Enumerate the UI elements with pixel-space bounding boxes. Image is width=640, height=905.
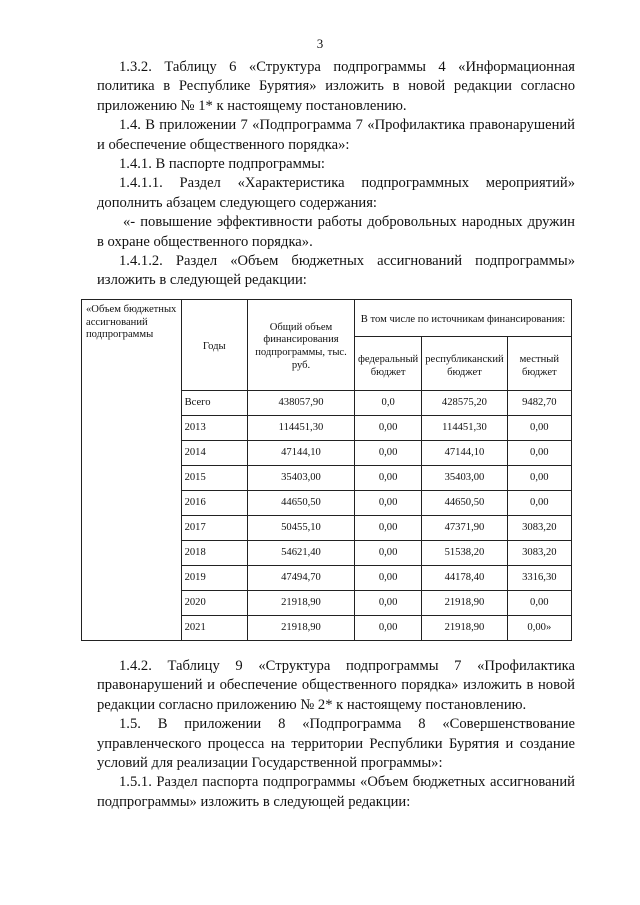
header-republican: республиканский бюджет [422, 337, 507, 391]
cell-local: 9482,70 [507, 391, 571, 416]
cell-local: 3083,20 [507, 516, 571, 541]
paragraph-quote: «- повышение эффективности работы добровольных народных дружин в охране общественного порядка». [97, 214, 575, 250]
cell-year: Всего [181, 391, 247, 416]
cell-federal: 0,00 [355, 491, 422, 516]
header-sources: В том числе по источникам финансирования: [355, 300, 572, 337]
cell-republican: 21918,90 [422, 616, 507, 641]
cell-federal: 0,00 [355, 441, 422, 466]
header-total: Общий объем финансирования подпрограммы, тыс. руб. [247, 300, 354, 391]
cell-year: 2017 [181, 516, 247, 541]
paragraph-1-4-1: 1.4.1. В паспорте подпрограммы: [119, 156, 325, 173]
page-number: 3 [316, 36, 324, 51]
cell-local: 0,00 [507, 491, 571, 516]
cell-total: 21918,90 [247, 616, 354, 641]
cell-total: 50455,10 [247, 516, 354, 541]
cell-republican: 35403,00 [422, 466, 507, 491]
budget-table [81, 299, 572, 641]
cell-year: 2013 [181, 416, 247, 441]
cell-local: 0,00 [507, 441, 571, 466]
document-body-bottom [97, 657, 575, 812]
cell-federal: 0,00 [355, 516, 422, 541]
cell-year: 2016 [181, 491, 247, 516]
cell-local: 0,00» [507, 616, 571, 641]
cell-year: 2019 [181, 566, 247, 591]
cell-republican: 114451,30 [422, 416, 507, 441]
cell-republican: 21918,90 [422, 591, 507, 616]
cell-total: 35403,00 [247, 466, 354, 491]
cell-federal: 0,00 [355, 466, 422, 491]
cell-federal: 0,00 [355, 616, 422, 641]
cell-federal: 0,00 [355, 566, 422, 591]
cell-total: 47494,70 [247, 566, 354, 591]
cell-federal: 0,00 [355, 541, 422, 566]
cell-local: 0,00 [507, 466, 571, 491]
cell-year: 2021 [181, 616, 247, 641]
cell-total: 21918,90 [247, 591, 354, 616]
header-local: местный бюджет [507, 337, 571, 391]
cell-federal: 0,00 [355, 416, 422, 441]
cell-local: 0,00 [507, 591, 571, 616]
cell-republican: 428575,20 [422, 391, 507, 416]
paragraph-1-4: 1.4. В приложении 7 «Подпрограмма 7 «Профилактика правонарушений и обеспечение общественного порядка»: [97, 117, 575, 153]
cell-year: 2015 [181, 466, 247, 491]
cell-republican: 47144,10 [422, 441, 507, 466]
document-body-top [97, 58, 575, 291]
cell-republican: 51538,20 [422, 541, 507, 566]
cell-republican: 44650,50 [422, 491, 507, 516]
cell-federal: 0,00 [355, 591, 422, 616]
cell-total: 44650,50 [247, 491, 354, 516]
cell-local: 3083,20 [507, 541, 571, 566]
cell-federal: 0,0 [355, 391, 422, 416]
cell-local: 3316,30 [507, 566, 571, 591]
header-federal: федеральный бюджет [355, 337, 422, 391]
table-row-label: «Объем бюджетных ассигнований подпрограммы [82, 300, 182, 641]
cell-republican: 47371,90 [422, 516, 507, 541]
header-years: Годы [181, 300, 247, 391]
paragraph-1-5-1: 1.5.1. Раздел паспорта подпрограммы «Объем бюджетных ассигнований подпрограммы» изложить в следующей редакции: [97, 774, 575, 810]
cell-year: 2018 [181, 541, 247, 566]
cell-local: 0,00 [507, 416, 571, 441]
paragraph-1-5: 1.5. В приложении 8 «Подпрограмма 8 «Совершенствование управленческого процесса на территории Республики Бурятия и создание условий для реализации Государственной программы»: [97, 716, 575, 772]
table-header-row [82, 300, 572, 337]
cell-total: 54621,40 [247, 541, 354, 566]
cell-total: 438057,90 [247, 391, 354, 416]
paragraph-1-4-1-1: 1.4.1.1. Раздел «Характеристика подпрограммных мероприятий» дополнить абзацем следующего содержания: [97, 175, 575, 211]
paragraph-1-3-2: 1.3.2. Таблицу 6 «Структура подпрограммы 4 «Информационная политика в Республике Бурятия» изложить в новой редакции согласно приложению № 1* к настоящему постановлению. [97, 59, 575, 114]
cell-total: 114451,30 [247, 416, 354, 441]
paragraph-1-4-2: 1.4.2. Таблицу 9 «Структура подпрограммы 7 «Профилактика правонарушений и обеспечение общественного порядка» изложить в новой редакции согласно приложению № 2* к настоящему постановлению. [97, 658, 575, 713]
cell-year: 2020 [181, 591, 247, 616]
cell-total: 47144,10 [247, 441, 354, 466]
paragraph-1-4-1-2: 1.4.1.2. Раздел «Объем бюджетных ассигнований подпрограммы» изложить в следующей редакции: [97, 253, 575, 289]
cell-year: 2014 [181, 441, 247, 466]
cell-republican: 44178,40 [422, 566, 507, 591]
